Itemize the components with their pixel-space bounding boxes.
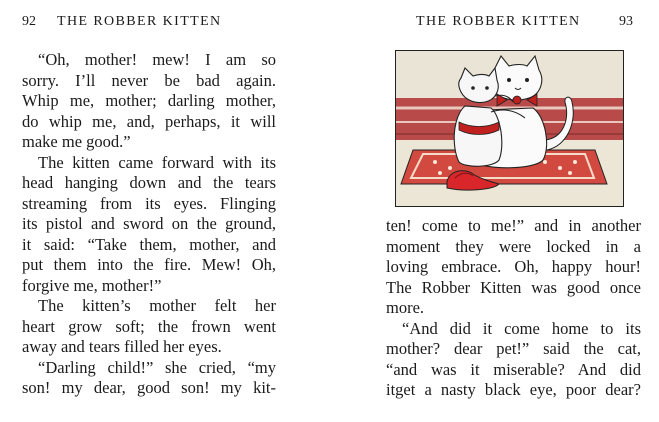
text-line: “and was it miserable? And did xyxy=(386,359,641,379)
text-line: moment they were locked in a xyxy=(386,236,641,256)
text-line: streaming from its eyes. Flinging xyxy=(22,193,276,213)
text-line: mother? dear pet!” said the cat, xyxy=(386,339,641,358)
text-line: Whip me, mother; darling mother, xyxy=(22,91,276,110)
text-line: sorry. I’ll never be bad again. xyxy=(22,70,276,90)
kitten-body xyxy=(454,106,502,166)
text-line: “And did it come home to its xyxy=(402,318,641,338)
text-line: make me good.” xyxy=(22,132,131,151)
text-line: itget a nasty black eye, poor dear? xyxy=(386,380,641,399)
running-header-right: THE ROBBER KITTEN xyxy=(416,14,581,29)
text-line: more. xyxy=(386,298,425,317)
text-line: forgive me, mother!” xyxy=(22,275,162,295)
text-line: do whip me, and, perhaps, it will xyxy=(22,111,276,131)
running-header-left: THE ROBBER KITTEN xyxy=(57,14,222,29)
text-line: away and tears filled her eyes. xyxy=(22,337,222,356)
right-page-body xyxy=(386,216,641,401)
text-line: The kitten came forward with its xyxy=(38,152,276,172)
text-line: head hanging down and the tears xyxy=(22,173,276,192)
page-number-left: 92 xyxy=(22,14,36,29)
text-line: loving embrace. Oh, happy hour! xyxy=(386,257,641,276)
text-line: heart grow soft; the frown went xyxy=(22,316,276,336)
text-line: ten! come to me!” and in another xyxy=(386,216,641,235)
text-line: “Darling child!” she cried, “my xyxy=(38,357,276,377)
right-page xyxy=(330,0,659,422)
text-line: “Oh, mother! mew! I am so xyxy=(38,50,276,69)
page-number-right: 93 xyxy=(619,14,633,29)
text-line: put them into the fire. Mew! Oh, xyxy=(22,255,276,274)
left-page-body xyxy=(22,50,276,399)
text-line: son! my dear, good son! my kit- xyxy=(22,378,276,397)
text-line: The Robber Kitten was good once xyxy=(386,277,641,297)
text-line: it said: “Take them, mother, and xyxy=(22,234,276,254)
text-line: its pistol and sword on the ground, xyxy=(22,214,276,233)
cats-embrace-illustration xyxy=(395,50,624,207)
text-line: The kitten’s mother felt her xyxy=(38,296,276,315)
